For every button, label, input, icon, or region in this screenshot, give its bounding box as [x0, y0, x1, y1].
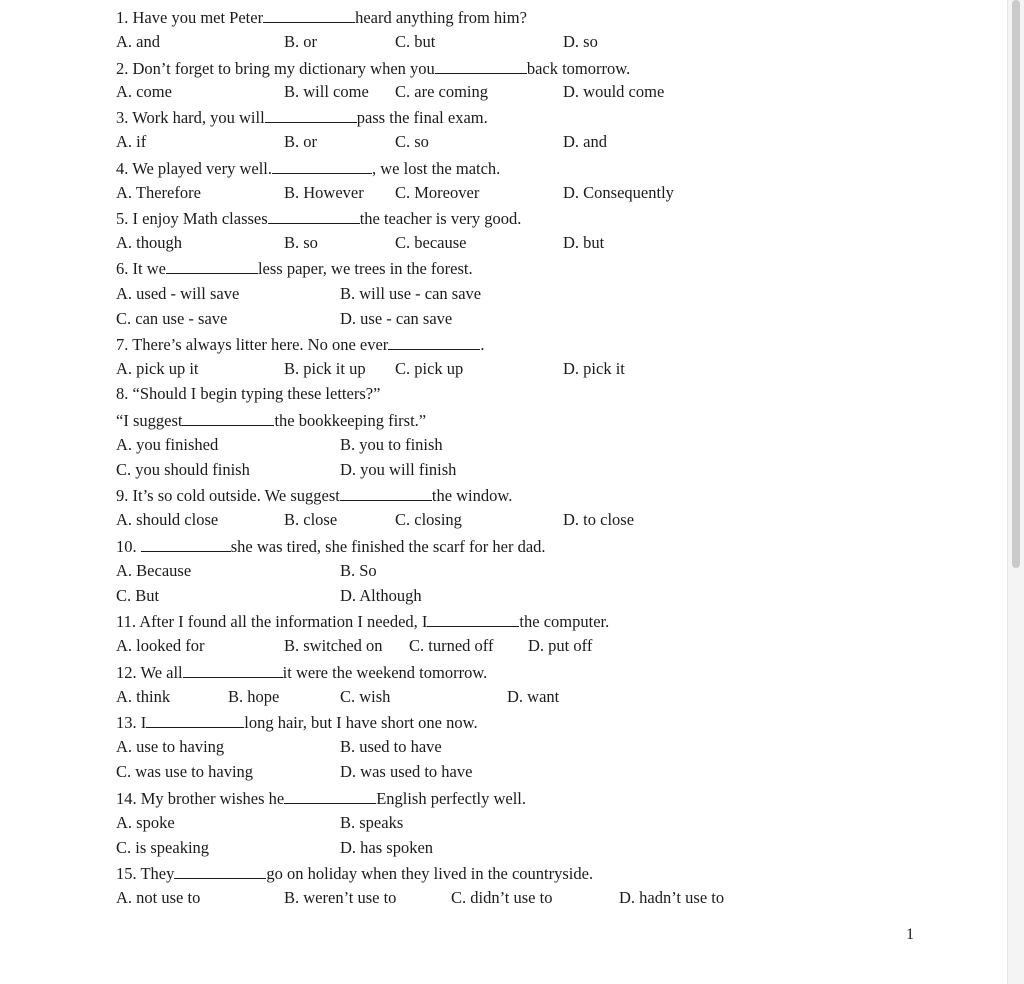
answer-blank [146, 711, 244, 728]
question-text: 14. My brother wishes he [116, 789, 285, 808]
option-c: C. wish [340, 687, 391, 706]
question-text: she was tired, she finished the scarf for her dad. [230, 537, 546, 556]
question-8-line-2 [116, 409, 426, 431]
question-text: 13. I [116, 713, 147, 732]
option-d: D. want [507, 687, 560, 706]
option-a: A. if [116, 132, 147, 151]
answer-blank [141, 535, 231, 552]
question-text: 10. [116, 537, 141, 556]
option-b: B. So [340, 561, 377, 580]
option-a: A. think [116, 687, 171, 706]
option-d: D. would come [563, 82, 665, 101]
question-text: 4. We played very well. [116, 159, 272, 178]
question-text: less paper, we trees in the forest. [257, 259, 473, 278]
answer-blank [388, 333, 480, 350]
option-c: C. didn’t use to [451, 888, 553, 907]
answer-blank [263, 6, 355, 23]
question-12 [116, 661, 487, 683]
option-b: B. hope [228, 687, 280, 706]
option-b: B. However [284, 183, 364, 202]
question-6 [116, 257, 473, 279]
option-d: D. so [563, 32, 598, 51]
question-15 [116, 862, 593, 884]
option-c: C. is speaking [116, 838, 210, 857]
option-b: B. weren’t use to [284, 888, 397, 907]
option-a: A. Because [116, 561, 192, 580]
question-text: it were the weekend tomorrow. [282, 663, 488, 682]
question-3 [116, 106, 488, 128]
question-text: 8. “Should I begin typing these letters?” [116, 384, 381, 403]
option-a: A. though [116, 233, 182, 252]
question-text: 11. After I found all the information I needed, I [116, 612, 428, 631]
question-text: the bookkeeping first.” [274, 411, 427, 430]
question-2 [116, 57, 630, 79]
option-a: A. not use to [116, 888, 201, 907]
question-text: 15. They [116, 864, 175, 883]
option-d: D. Consequently [563, 183, 674, 202]
answer-blank [182, 409, 274, 426]
option-c: C. but [395, 32, 436, 51]
option-d: D. put off [528, 636, 593, 655]
question-text: 5. I enjoy Math classes [116, 209, 268, 228]
question-4 [116, 157, 500, 179]
question-8 [116, 383, 380, 405]
answer-blank [427, 610, 519, 627]
question-text: the window. [431, 486, 513, 505]
option-c: C. you should finish [116, 460, 250, 479]
option-d: D. pick it [563, 359, 625, 378]
option-c: C. pick up [395, 359, 464, 378]
question-text: long hair, but I have short one now. [244, 713, 478, 732]
option-a: A. you finished [116, 435, 219, 454]
option-a: A. used - will save [116, 284, 240, 303]
answer-blank [183, 661, 283, 678]
option-a: A. come [116, 82, 172, 101]
option-c: C. because [395, 233, 467, 252]
option-b: B. close [284, 510, 338, 529]
option-c: C. turned off [409, 636, 494, 655]
question-text: pass the final exam. [356, 108, 488, 127]
option-a: A. and [116, 32, 160, 51]
answer-blank [265, 106, 357, 123]
option-c: C. can use - save [116, 309, 228, 328]
option-a: A. use to having [116, 737, 225, 756]
option-b: B. switched on [284, 636, 383, 655]
scrollbar-thumb[interactable] [1012, 0, 1020, 568]
question-text: 9. It’s so cold outside. We suggest [116, 486, 340, 505]
question-text: go on holiday when they lived in the countryside. [266, 864, 594, 883]
option-a: A. Therefore [116, 183, 201, 202]
option-b: B. used to have [340, 737, 442, 756]
option-d: D. hadn’t use to [619, 888, 725, 907]
question-text: “I suggest [116, 411, 183, 430]
option-b: B. so [284, 233, 318, 252]
question-text: . [480, 335, 485, 354]
question-text: 2. Don’t forget to bring my dictionary when you [116, 59, 435, 78]
option-a: A. should close [116, 510, 219, 529]
option-c: C. But [116, 586, 160, 605]
option-d: D. has spoken [340, 838, 434, 857]
question-text: the teacher is very good. [359, 209, 522, 228]
question-text: 6. It we [116, 259, 166, 278]
option-d: D. to close [563, 510, 635, 529]
question-text: the computer. [519, 612, 610, 631]
option-d: D. but [563, 233, 605, 252]
answer-blank [435, 57, 527, 74]
option-b: B. pick it up [284, 359, 366, 378]
option-d: D. was used to have [340, 762, 473, 781]
question-14 [116, 787, 526, 809]
answer-blank [166, 257, 258, 274]
option-c: C. are coming [395, 82, 489, 101]
question-text: 12. We all [116, 663, 183, 682]
option-d: D. and [563, 132, 607, 151]
question-9 [116, 484, 512, 506]
answer-blank [284, 787, 376, 804]
answer-blank [268, 207, 360, 224]
option-d: D. Although [340, 586, 422, 605]
question-1 [116, 6, 527, 28]
answer-blank [340, 484, 432, 501]
question-text: heard anything from him? [355, 8, 527, 27]
question-11 [116, 610, 609, 632]
question-text: English perfectly well. [376, 789, 527, 808]
option-a: A. spoke [116, 813, 175, 832]
option-b: B. will use - can save [340, 284, 482, 303]
answer-blank [272, 157, 372, 174]
question-5 [116, 207, 521, 229]
option-b: B. or [284, 32, 317, 51]
option-d: D. you will finish [340, 460, 457, 479]
option-b: B. will come [284, 82, 369, 101]
option-a: A. pick up it [116, 359, 199, 378]
vertical-scrollbar[interactable] [1007, 0, 1024, 984]
question-text: , we lost the match. [372, 159, 501, 178]
question-13 [116, 711, 478, 733]
question-text: 1. Have you met Peter [116, 8, 264, 27]
question-10 [116, 535, 546, 557]
option-c: C. was use to having [116, 762, 254, 781]
option-a: A. looked for [116, 636, 205, 655]
option-c: C. Moreover [395, 183, 480, 202]
answer-blank [174, 862, 266, 879]
option-b: B. you to finish [340, 435, 443, 454]
option-c: C. closing [395, 510, 462, 529]
option-d: D. use - can save [340, 309, 453, 328]
option-b: B. or [284, 132, 317, 151]
question-7 [116, 333, 484, 355]
option-c: C. so [395, 132, 429, 151]
option-b: B. speaks [340, 813, 404, 832]
question-text: 3. Work hard, you will [116, 108, 265, 127]
page-number: 1 [906, 926, 914, 943]
question-text: back tomorrow. [526, 59, 631, 78]
question-text: 7. There’s always litter here. No one ever [116, 335, 389, 354]
